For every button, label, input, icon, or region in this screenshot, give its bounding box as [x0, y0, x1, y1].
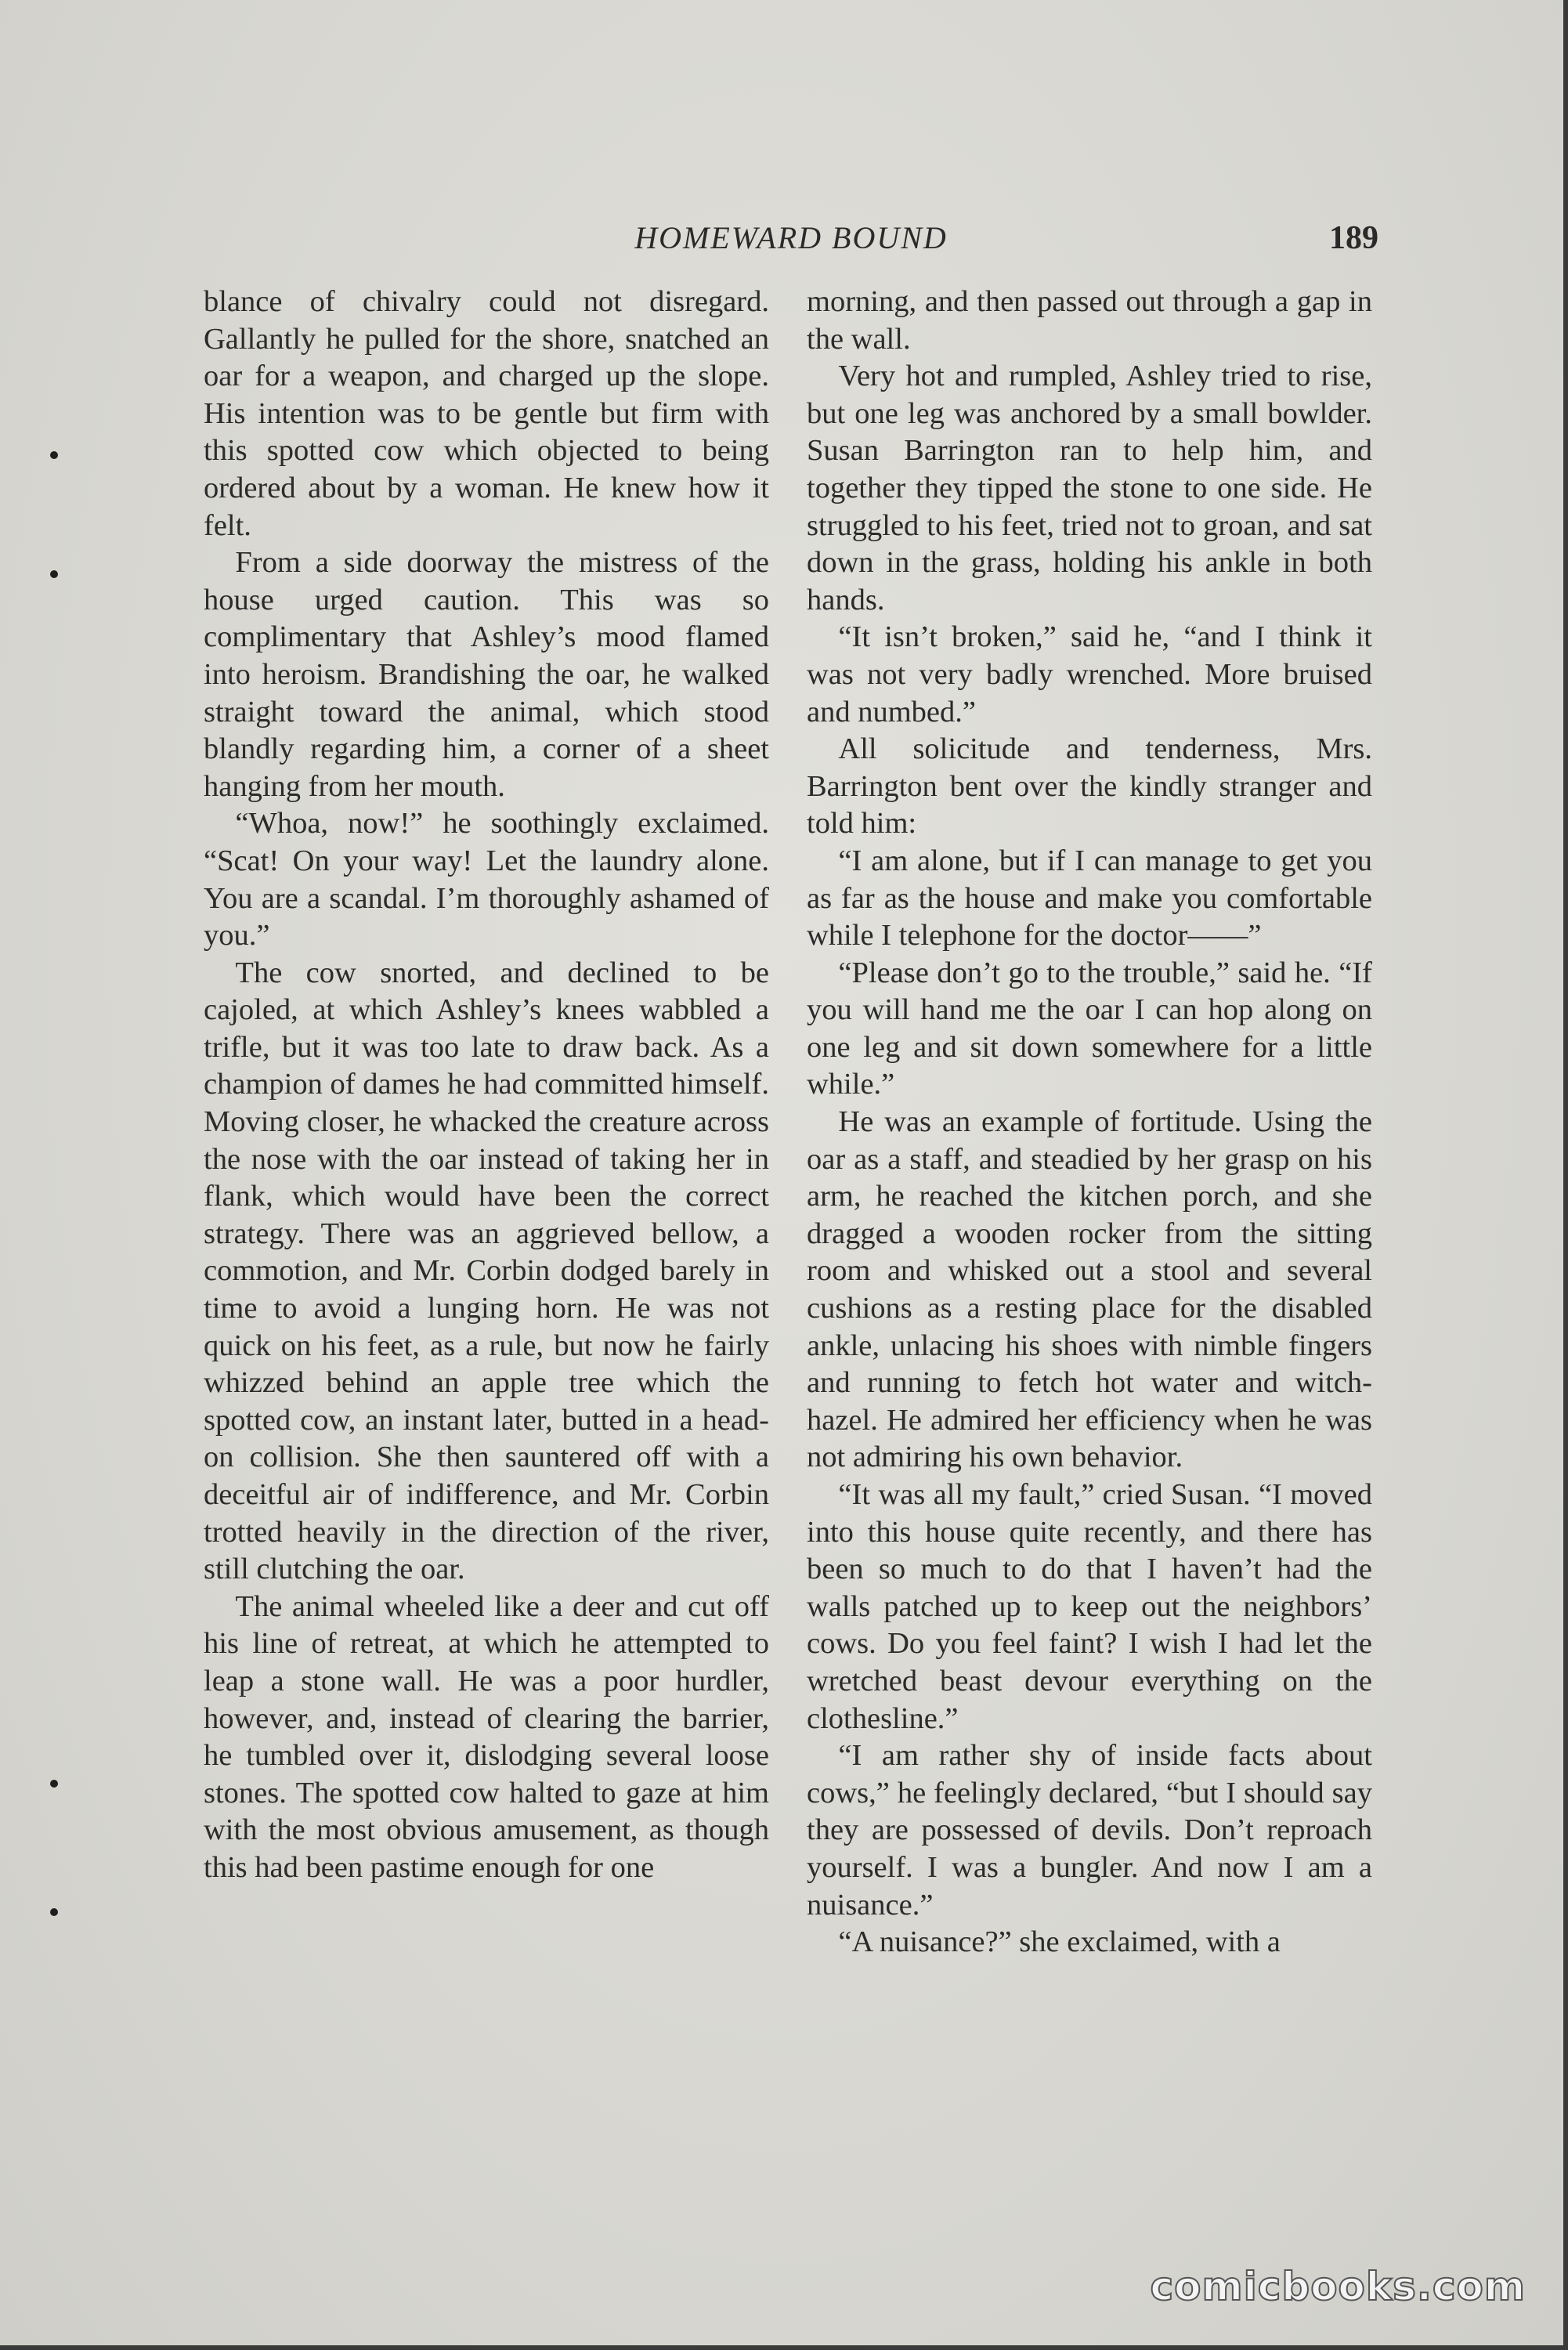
- page-number: 189: [1329, 220, 1378, 256]
- paragraph: “I am alone, but if I can manage to get you as far as the house and make you comfortable while I telephone for the doctor——”: [807, 844, 1372, 953]
- paragraph: From a side doorway the mistress of the house urged caution. This was so complimentary that Ashley’s mood flamed into heroism. Brandishing the oar, he walked straight toward the animal, which stood blandly regarding him, a corner of a sheet hanging from her mouth.: [204, 546, 769, 803]
- page-header: [204, 219, 1378, 266]
- running-title: HOMEWARD BOUND: [634, 220, 948, 255]
- watermark-logo: comicbooks.com: [1150, 2264, 1526, 2309]
- paragraph: “It was all my fault,” cried Susan. “I moved into this house quite recently, and there has been so much to do that I haven’t had the walls patched up to keep out the neighbors’ cows. Do you feel faint? I wish I had let the wretched beast devour everything on the clothesline.”: [807, 1478, 1372, 1735]
- paragraph: “A nuisance?” she exclaimed, with a: [838, 1925, 1281, 1959]
- paragraph: He was an example of fortitude. Using the oar as a staff, and steadied by her grasp on his arm, he reached the kitchen porch, and she dragged a wooden rocker from the sitting room and whisked out a stool and several cushions as a resting place for the disabled ankle, unlacing his shoes with nimble fingers and running to fetch hot water and witch-hazel. He admired her efficiency when he was not admiring his own behavior.: [807, 1105, 1372, 1474]
- paragraph: All solicitude and tenderness, Mrs. Barrington bent over the kindly stranger and told him:: [807, 732, 1372, 841]
- punch-hole: [50, 1780, 58, 1788]
- right-column: [807, 284, 1372, 1961]
- paragraph: morning, and then passed out through a gap in the wall.: [807, 285, 1372, 356]
- paragraph: “It isn’t broken,” said he, “and I think it was not very badly wrenched. More bruised and numbed.”: [807, 620, 1372, 728]
- punch-hole: [50, 1908, 58, 1916]
- paragraph: blance of chivalry could not disregard. Gallantly he pulled for the shore, snatched an oar for a weapon, and charged up the slope. His intention was to be gentle but firm with this spotted cow which objected to being ordered about by a woman. He knew how it felt.: [204, 285, 769, 542]
- paragraph: The cow snorted, and declined to be cajoled, at which Ashley’s knees wabbled a trifle, but it was too late to draw back. As a champion of dames he had committed himself. Moving closer, he whacked the creature across the nose with the oar instead of taking her in flank, which would have been the correct strategy. There was an aggrieved bellow, a commotion, and Mr. Corbin dodged barely in time to avoid a lunging horn. He was not quick on his feet, as a rule, but now he fairly whizzed behind an apple tree which the spotted cow, an instant later, butted in a head-on collision. She then sauntered off with a deceitful air of indifference, and Mr. Corbin trotted heavily in the direction of the river, still clutching the oar.: [204, 956, 769, 1586]
- paragraph: “I am rather shy of inside facts about cows,” he feelingly declared, “but I should say they are possessed of devils. Don’t reproach yourself. I was a bungler. And now I am a nuisance.”: [807, 1739, 1372, 1922]
- punch-hole: [50, 451, 58, 459]
- paragraph: The animal wheeled like a deer and cut off his line of retreat, at which he attempted to leap a stone wall. He was a poor hurdler, however, and, instead of clearing the barrier, he tumbled over it, dislodging several loose stones. The spotted cow halted to gaze at him with the most obvious amusement, as though this had been pastime enough for one: [204, 1589, 769, 1884]
- paragraph: “Whoa, now!” he soothingly exclaimed. “Scat! On your way! Let the laundry alone. You are a scandal. I’m thoroughly ashamed of you.”: [204, 807, 769, 953]
- paragraph: “Please don’t go to the trouble,” said he. “If you will hand me the oar I can hop along on one leg and sit down somewhere for a little while.”: [807, 956, 1372, 1101]
- left-column: [204, 284, 769, 1887]
- paragraph: Very hot and rumpled, Ashley tried to rise, but one leg was anchored by a small bowlder. Susan Barrington ran to help him, and together they tipped the stone to one side. He struggled to his feet, tried not to groan, and sat down in the grass, holding his ankle in both hands.: [807, 360, 1372, 616]
- punch-hole: [50, 570, 58, 578]
